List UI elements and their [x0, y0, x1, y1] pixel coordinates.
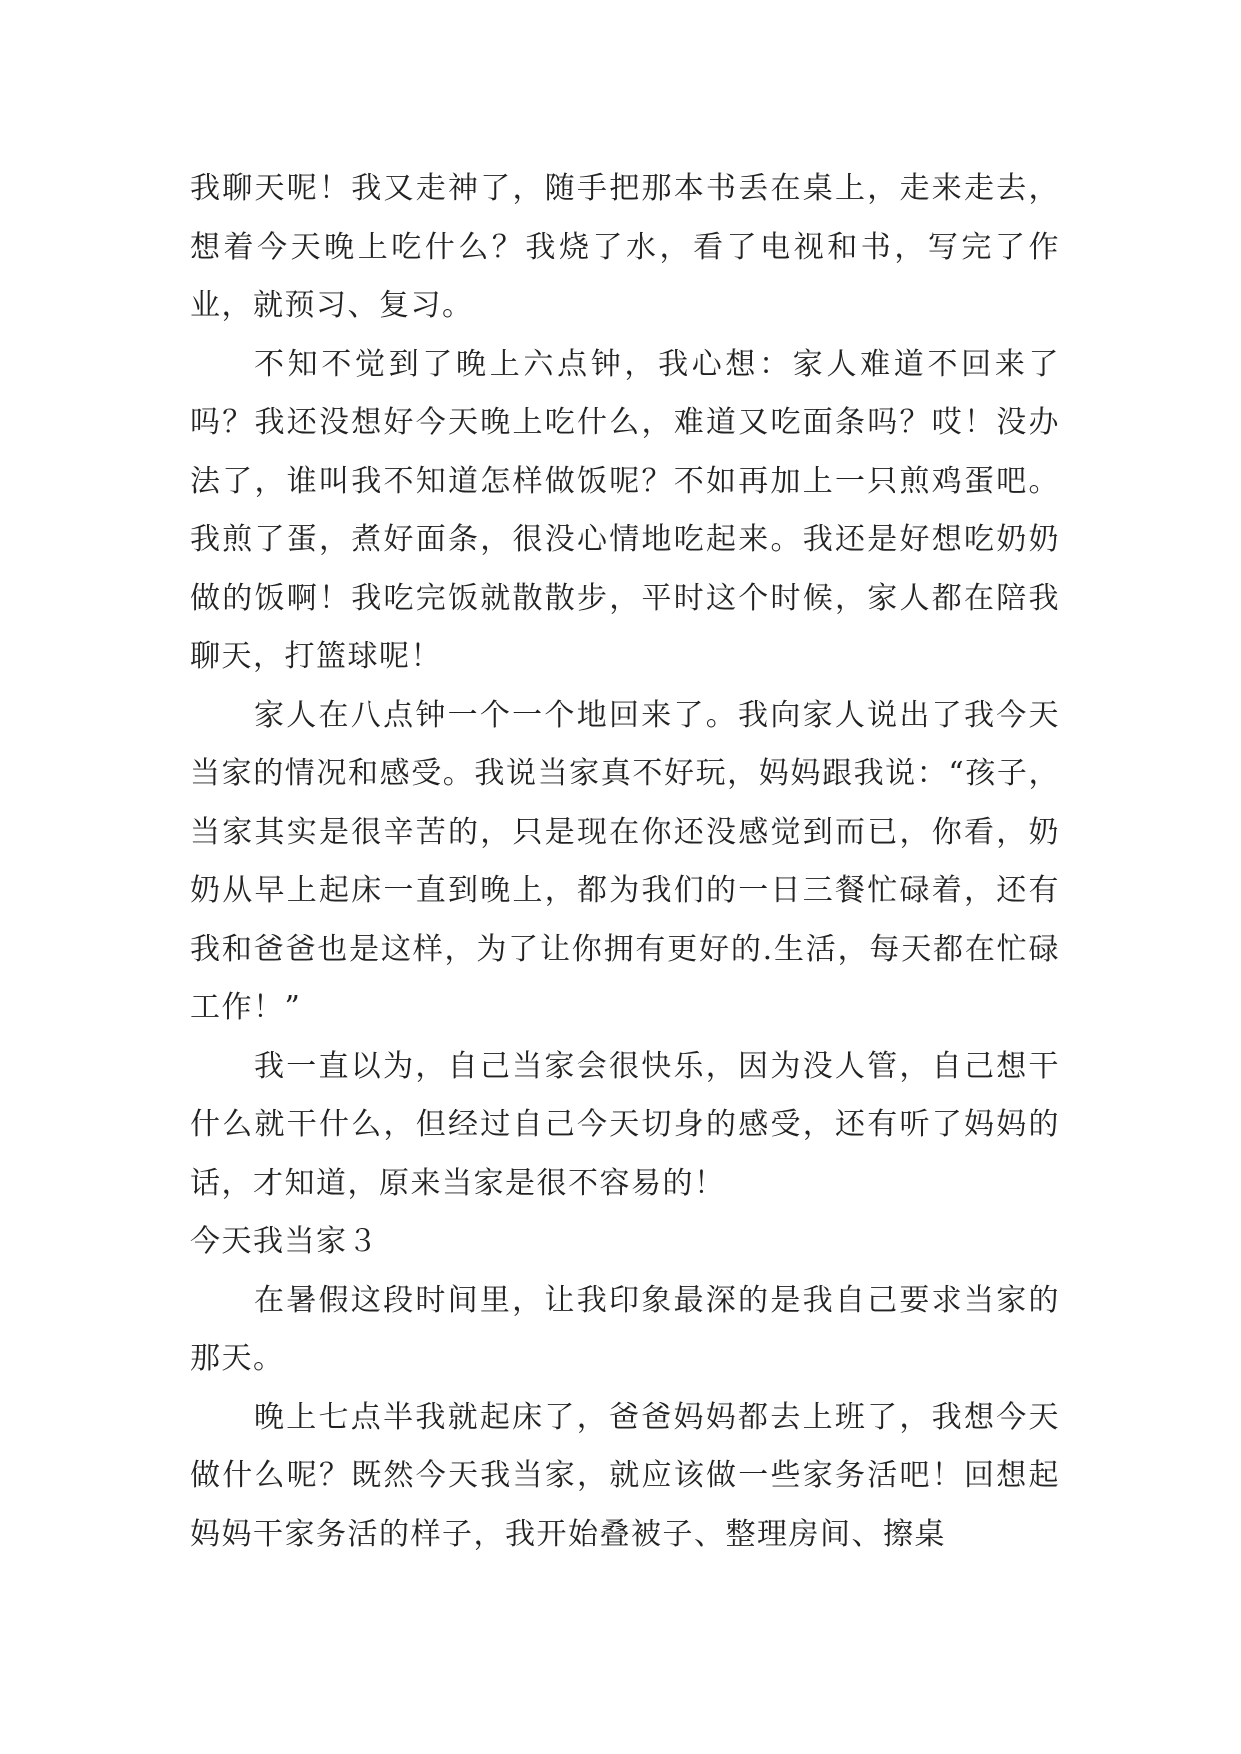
- paragraph: 家人在八点钟一个一个地回来了。我向家人说出了我今天当家的情况和感受。我说当家真不好玩，妈妈跟我说：“孩子，当家其实是很辛苦的，只是现在你还没感觉到而已，你看，奶奶从早上起床一直到晚上，都为我们的一日三餐忙碌着，还有我和爸爸也是这样，为了让你拥有更好的.生活，每天都在忙碌工作！”: [190, 697, 1060, 1025]
- section-title: 今天我当家３: [190, 1224, 379, 1259]
- paragraph: 晚上七点半我就起床了，爸爸妈妈都去上班了，我想今天做什么呢？既然今天我当家，就应该做一些家务活吧！回想起妈妈干家务活的样子，我开始叠被子、整理房间、擦桌: [190, 1399, 1060, 1552]
- paragraph: 在暑假这段时间里，让我印象最深的是我自己要求当家的那天。: [190, 1282, 1060, 1376]
- paragraph: 我聊天呢！我又走神了，随手把那本书丢在桌上，走来走去，想着今天晚上吃什么？我烧了水，看了电视和书，写完了作业，就预习、复习。: [190, 171, 1060, 323]
- paragraph: 不知不觉到了晚上六点钟，我心想：家人难道不回来了吗？我还没想好今天晚上吃什么，难道又吃面条吗？哎！没办法了，谁叫我不知道怎样做饭呢？不如再加上一只煎鸡蛋吧。我煎了蛋，煮好面条，很没心情地吃起来。我还是好想吃奶奶做的饭啊！我吃完饭就散散步，平时这个时候，家人都在陪我聊天，打篮球呢！: [190, 346, 1060, 674]
- document-body: [190, 160, 1060, 1564]
- paragraph: 我一直以为，自己当家会很快乐，因为没人管，自己想干什么就干什么，但经过自己今天切身的感受，还有听了妈妈的话，才知道，原来当家是很不容易的！: [190, 1048, 1060, 1201]
